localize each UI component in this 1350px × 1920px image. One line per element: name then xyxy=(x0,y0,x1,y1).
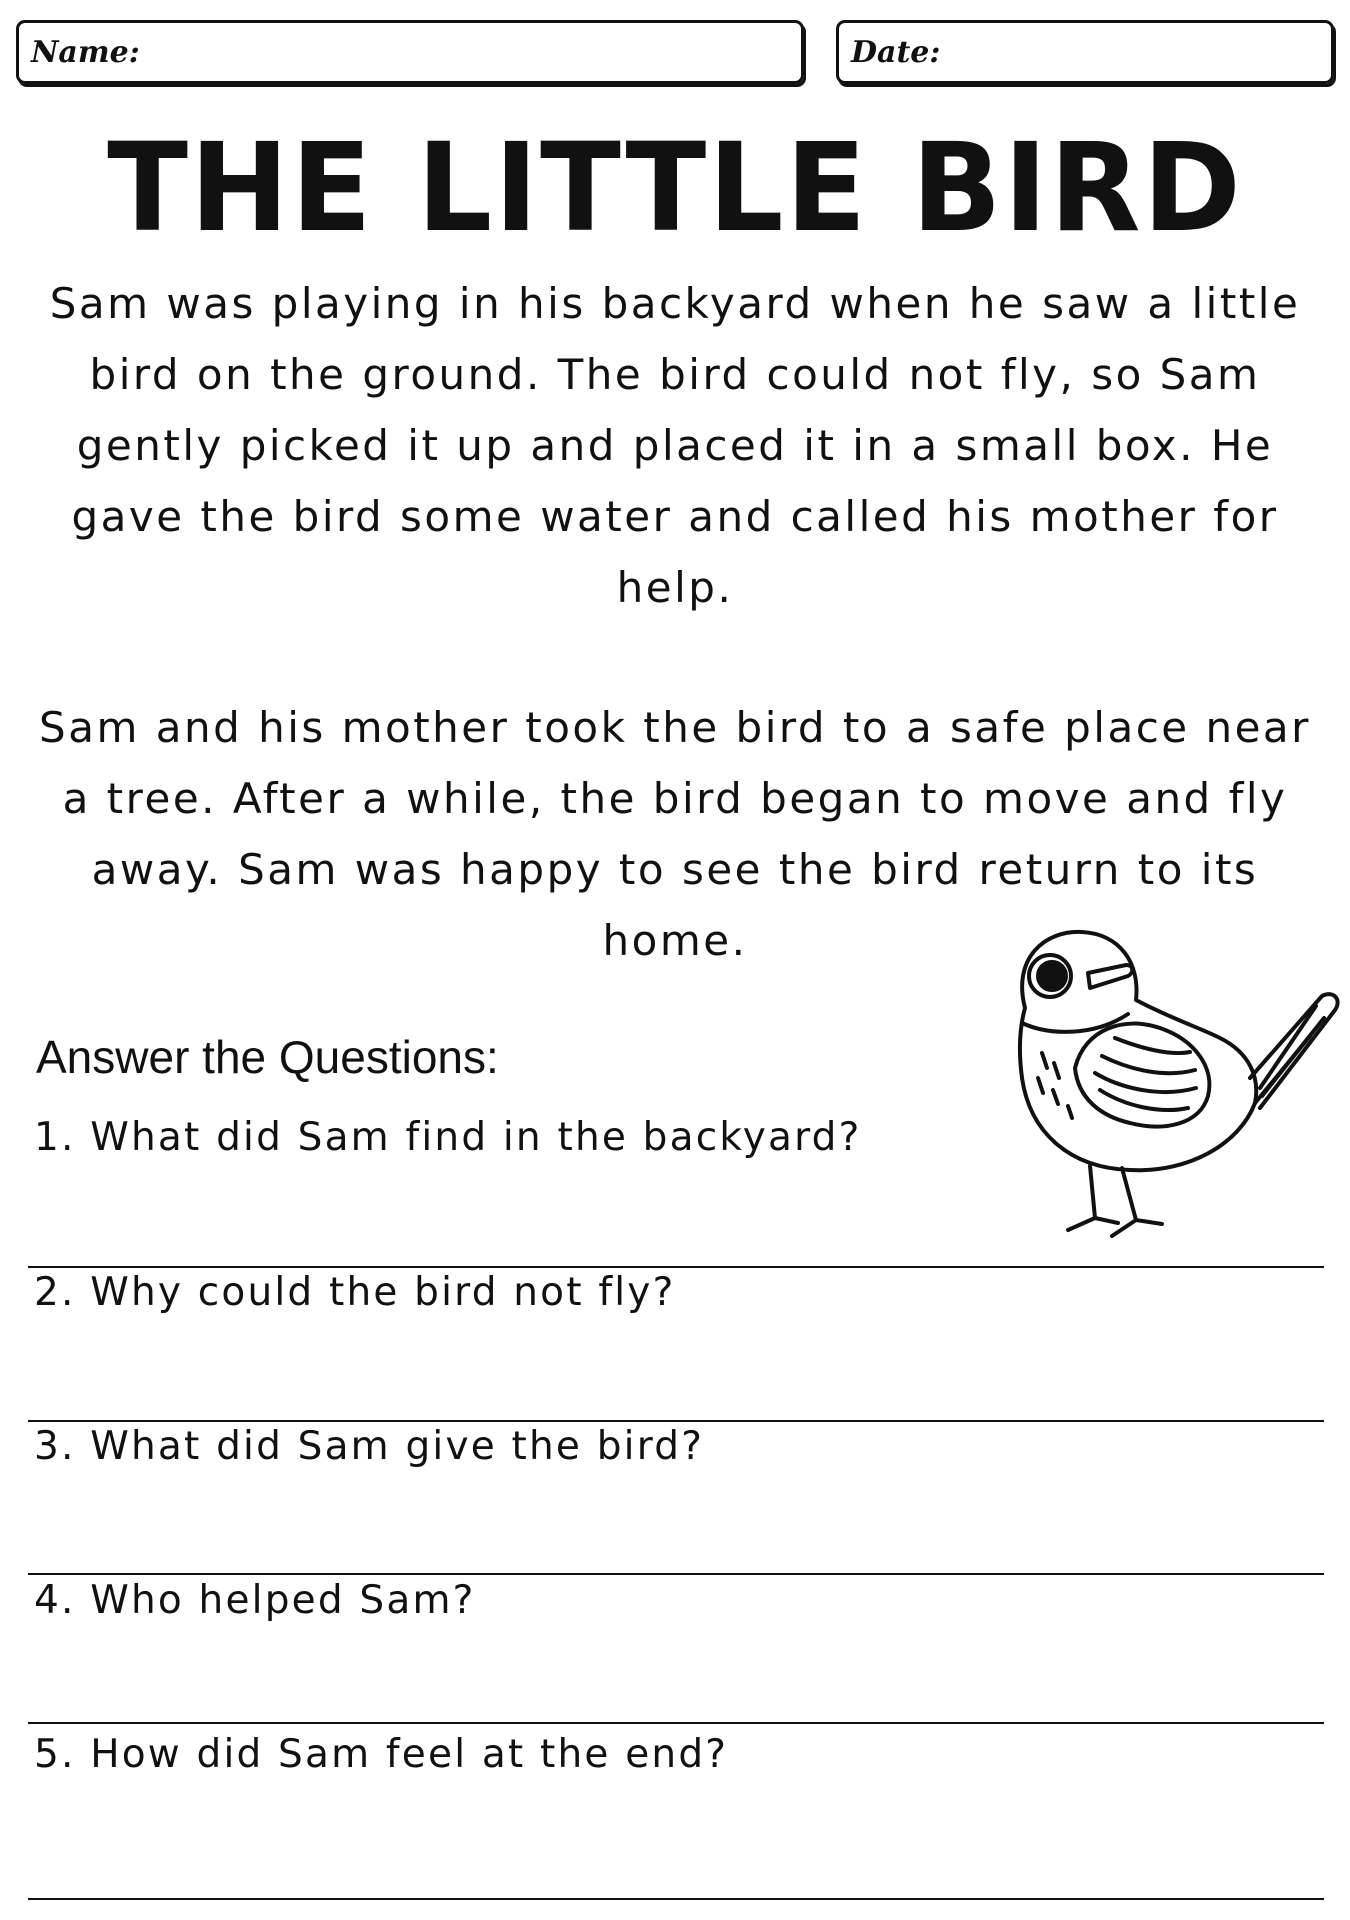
date-label: Date: xyxy=(851,35,941,70)
answer-line-4[interactable] xyxy=(28,1722,1324,1724)
name-field[interactable] xyxy=(16,20,804,84)
answer-line-5[interactable] xyxy=(28,1898,1324,1900)
question-4: 4. Who helped Sam? xyxy=(34,1578,476,1623)
question-3: 3. What did Sam give the bird? xyxy=(34,1424,705,1469)
answer-line-2[interactable] xyxy=(28,1420,1324,1422)
answer-line-3[interactable] xyxy=(28,1573,1324,1575)
question-2: 2. Why could the bird not fly? xyxy=(34,1270,676,1315)
answer-line-1[interactable] xyxy=(28,1266,1324,1268)
bird-illustration-icon xyxy=(950,918,1350,1248)
name-label: Name: xyxy=(31,35,140,70)
question-5: 5. How did Sam feel at the end? xyxy=(34,1732,729,1777)
questions-heading: Answer the Questions: xyxy=(36,1031,499,1083)
story-paragraph-2: Sam and his mother took the bird to a safe place near a tree. After a while, the bird began to move and fly away. Sam was happy to see the bird return to its home. xyxy=(39,703,1311,965)
question-1: 1. What did Sam find in the backyard? xyxy=(34,1115,862,1160)
date-field[interactable] xyxy=(836,20,1334,84)
page-title: THE LITTLE BIRD xyxy=(107,117,1243,259)
story-paragraph-1: Sam was playing in his backyard when he saw a little bird on the ground. The bird could not fly, so Sam gently picked it up and placed it in a small box. He gave the bird some water and called his mother for help. xyxy=(49,279,1301,612)
